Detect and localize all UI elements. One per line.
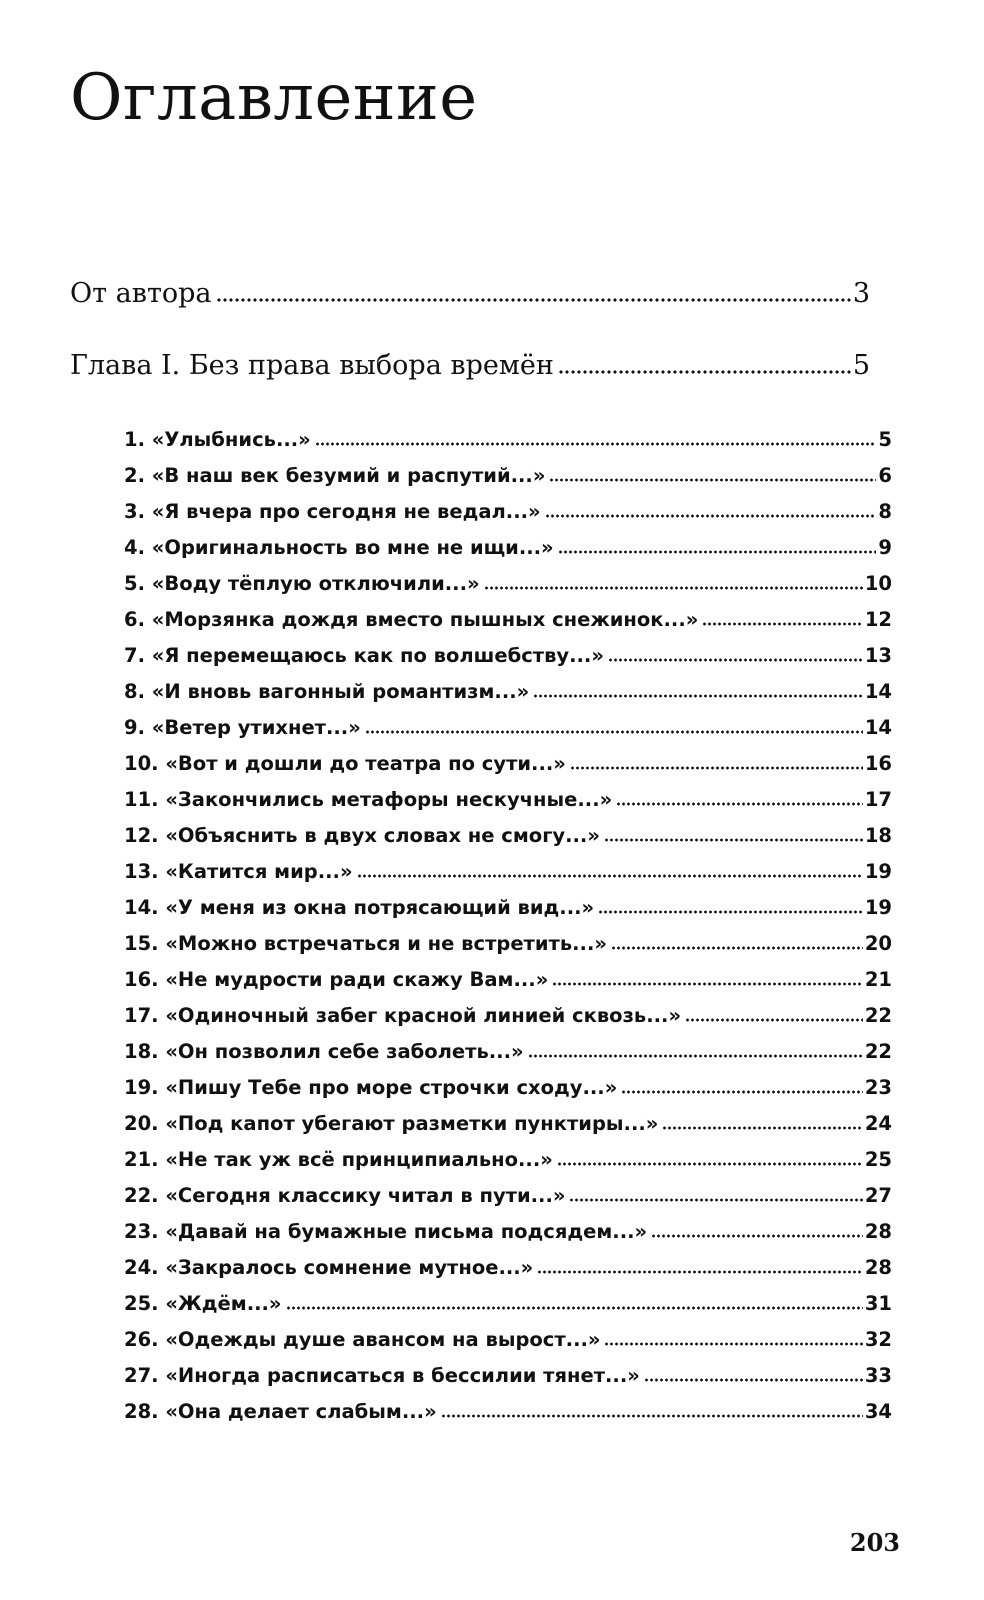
toc-item-label: 2. «В наш век безумий и распутий...»: [124, 464, 546, 487]
toc-item-label: 1. «Улыбнись...»: [124, 428, 311, 451]
toc-item: [124, 428, 892, 451]
toc-item-label: 14. «У меня из окна потрясающий вид...»: [124, 896, 595, 919]
dot-leader: [286, 1306, 863, 1310]
toc-item: [124, 1040, 892, 1063]
dot-leader: [644, 1378, 863, 1382]
dot-leader: [558, 370, 851, 374]
toc-item-label: 20. «Под капот убегают разметки пунктиры...»: [124, 1112, 659, 1135]
toc-item-label: 28. «Она делает слабым...»: [124, 1400, 437, 1423]
toc-item: [124, 1328, 892, 1351]
dot-leader: [611, 946, 863, 950]
toc-item: [124, 464, 892, 487]
dot-leader: [528, 1054, 863, 1058]
toc-item-label: 24. «Закралось сомнение мутное...»: [124, 1256, 534, 1279]
dot-leader: [621, 1090, 863, 1094]
toc-item-label: 7. «Я перемещаюсь как по волшебству...»: [124, 644, 604, 667]
toc-item: [124, 1184, 892, 1207]
toc-item-page: 31: [864, 1292, 892, 1315]
toc-item: [124, 716, 892, 739]
dot-leader: [545, 514, 877, 518]
toc-item: [124, 932, 892, 955]
toc-entry-page: 5: [852, 350, 870, 381]
toc-item-page: 19: [864, 896, 892, 919]
toc-item-page: 22: [864, 1040, 892, 1063]
toc-item-page: 28: [864, 1256, 892, 1279]
toc-item-label: 23. «Давай на бумажные письма подсядем...»: [124, 1220, 648, 1243]
dot-leader: [616, 802, 863, 806]
toc-item-page: 34: [864, 1400, 892, 1423]
toc-item: [124, 788, 892, 811]
toc-entry-from-author: [70, 278, 870, 309]
toc-item: [124, 536, 892, 559]
toc-item: [124, 1256, 892, 1279]
toc-item: [124, 500, 892, 523]
dot-leader: [558, 550, 877, 554]
toc-entry-chapter-1: [70, 350, 870, 381]
toc-item-label: 25. «Ждём...»: [124, 1292, 282, 1315]
toc-item-page: 28: [864, 1220, 892, 1243]
toc-item: [124, 752, 892, 775]
toc-item-page: 10: [864, 572, 892, 595]
dot-leader: [484, 586, 863, 590]
dot-leader: [702, 622, 863, 626]
dot-leader: [315, 442, 877, 446]
toc-item-label: 10. «Вот и дошли до театра по сути...»: [124, 752, 566, 775]
toc-item-page: 25: [864, 1148, 892, 1171]
toc-item-label: 11. «Закончились метафоры нескучные...»: [124, 788, 613, 811]
toc-item-page: 14: [864, 716, 892, 739]
toc-item: [124, 1400, 892, 1423]
dot-leader: [357, 874, 863, 878]
toc-item-label: 3. «Я вчера про сегодня не ведал...»: [124, 500, 541, 523]
toc-item: [124, 608, 892, 631]
toc-item-page: 21: [864, 968, 892, 991]
dot-leader: [598, 910, 863, 914]
toc-item-label: 12. «Объяснить в двух словах не смогу...»: [124, 824, 600, 847]
toc-item-label: 21. «Не так уж всё принципиально...»: [124, 1148, 553, 1171]
toc-entry-page: 3: [852, 278, 870, 309]
toc-item: [124, 1292, 892, 1315]
toc-item-page: 16: [864, 752, 892, 775]
dot-leader: [533, 694, 863, 698]
toc-item-page: 23: [864, 1076, 892, 1099]
toc-item-label: 26. «Одежды душе авансом на вырост...»: [124, 1328, 601, 1351]
toc-item-page: 14: [864, 680, 892, 703]
dot-leader: [569, 1198, 862, 1202]
toc-item: [124, 1076, 892, 1099]
toc-item-page: 27: [864, 1184, 892, 1207]
toc-item-label: 16. «Не мудрости ради скажу Вам...»: [124, 968, 549, 991]
dot-leader: [216, 298, 851, 302]
toc-item-label: 22. «Сегодня классику читал в пути...»: [124, 1184, 566, 1207]
toc-item-label: 13. «Катится мир...»: [124, 860, 353, 883]
toc-item-page: 24: [864, 1112, 892, 1135]
toc-item-label: 27. «Иногда расписаться в бессилии тянет...»: [124, 1364, 640, 1387]
dot-leader: [604, 1342, 862, 1346]
dot-leader: [549, 478, 876, 482]
toc-item-page: 18: [864, 824, 892, 847]
dot-leader: [537, 1270, 863, 1274]
dot-leader: [685, 1018, 863, 1022]
toc-item-page: 12: [864, 608, 892, 631]
toc-item-page: 13: [864, 644, 892, 667]
toc-item: [124, 860, 892, 883]
toc-item-label: 19. «Пишу Тебе про море строчки сходу...»: [124, 1076, 618, 1099]
toc-item-page: 9: [878, 536, 892, 559]
toc-item: [124, 680, 892, 703]
dot-leader: [570, 766, 863, 770]
toc-item: [124, 1112, 892, 1135]
toc-item-page: 19: [864, 860, 892, 883]
toc-entry-label: От автора: [70, 278, 212, 309]
toc-item: [124, 968, 892, 991]
toc-item-label: 6. «Морзянка дождя вместо пышных снежинок...»: [124, 608, 699, 631]
toc-item-page: 22: [864, 1004, 892, 1027]
toc-item: [124, 572, 892, 595]
dot-leader: [608, 658, 863, 662]
toc-item-label: 18. «Он позволил себе заболеть...»: [124, 1040, 524, 1063]
toc-entry-label: Глава I. Без права выбора времён: [70, 350, 554, 381]
dot-leader: [557, 1162, 863, 1166]
toc-item-label: 15. «Можно встречаться и не встретить...»: [124, 932, 607, 955]
toc-item: [124, 1220, 892, 1243]
toc-item: [124, 1004, 892, 1027]
toc-item-page: 8: [878, 500, 892, 523]
toc-item-page: 5: [878, 428, 892, 451]
toc-item-page: 32: [864, 1328, 892, 1351]
page-number: 203: [849, 1528, 900, 1557]
toc-item: [124, 644, 892, 667]
toc-item: [124, 1148, 892, 1171]
toc-item-label: 9. «Ветер утихнет...»: [124, 716, 361, 739]
dot-leader: [604, 838, 863, 842]
toc-item: [124, 896, 892, 919]
toc-item-page: 20: [864, 932, 892, 955]
toc-item-label: 5. «Воду тёплую отключили...»: [124, 572, 480, 595]
toc-item-label: 17. «Одиночный забег красной линией сквозь...»: [124, 1004, 682, 1027]
toc-item-label: 8. «И вновь вагонный романтизм...»: [124, 680, 530, 703]
dot-leader: [441, 1414, 863, 1418]
toc-item-page: 6: [878, 464, 892, 487]
toc-item-page: 17: [864, 788, 892, 811]
page-title: Оглавление: [70, 61, 478, 135]
dot-leader: [662, 1126, 863, 1130]
dot-leader: [651, 1234, 863, 1238]
toc-item: [124, 1364, 892, 1387]
toc-item: [124, 824, 892, 847]
toc-item-label: 4. «Оригинальность во мне не ищи...»: [124, 536, 554, 559]
toc-item-page: 33: [864, 1364, 892, 1387]
dot-leader: [365, 730, 863, 734]
dot-leader: [552, 982, 863, 986]
